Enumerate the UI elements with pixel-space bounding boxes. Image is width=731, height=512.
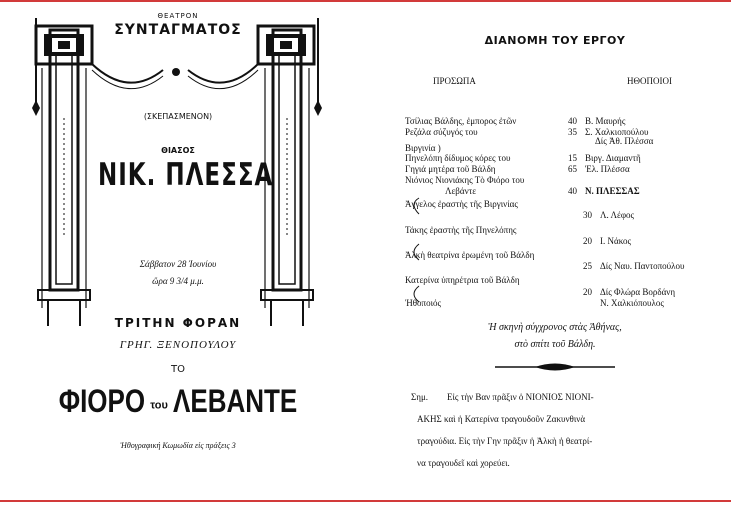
role: Ρεζάλα σύζυγός του bbox=[405, 127, 478, 137]
cast-row-age: 20 bbox=[583, 287, 592, 297]
actors-column-header: ΗΘΟΠΟΙΟΙ bbox=[627, 76, 672, 86]
cast-row-actor: Ἑλ. Πλέσσα bbox=[585, 164, 630, 174]
cast-row-actor: Δίς Ἀθ. Πλέσσα bbox=[595, 136, 654, 146]
cast-row bbox=[405, 143, 441, 153]
troupe-label: ΘΙΑΣΟΣ bbox=[161, 146, 195, 155]
cast-row-age: 15 bbox=[568, 153, 577, 163]
cast-heading: ΔΙΑΝΟΜΗ ΤΟΥ ΕΡΓΟΥ bbox=[484, 34, 626, 47]
scene-note-line-1: Ἡ σκηνὴ σύγχρονος στὰς Ἀθήνας, bbox=[488, 322, 622, 333]
cast-row-actor: Δίς Φλώρα Βορδάνη bbox=[600, 287, 676, 297]
remark-line-3: τραγούδια. Εἰς τὴν Γην πρᾶξιν ἡ Ἀλκὴ ἡ θεατρί- bbox=[417, 436, 593, 446]
divider-ornament bbox=[495, 362, 615, 372]
remark-line-4: να τραγουδεῖ καὶ χορεύει. bbox=[417, 458, 510, 468]
theatre-name: ΣΥΝΤΑΓΜΑΤΟΣ bbox=[114, 22, 242, 38]
covered-label: (ΣΚΕΠΑΣΜΕΝΟΝ) bbox=[143, 112, 213, 121]
cast-table bbox=[405, 116, 705, 326]
role: Γηγιά μητέρα τοῦ Βάλδη bbox=[405, 164, 496, 174]
theatre-small-label: ΘΕΑΤΡΟΝ bbox=[157, 12, 199, 20]
cast-row-age: 25 bbox=[583, 261, 592, 271]
cast-row-actor: Σ. Χαλκιοπούλου bbox=[585, 127, 649, 137]
cast-row bbox=[445, 186, 476, 196]
cast-row-actor: Λ. Λέφος bbox=[600, 210, 635, 220]
remark-label: Σημ. bbox=[411, 392, 429, 402]
role: Ἠθοποιός bbox=[405, 298, 442, 308]
cast-row-age: 35 bbox=[568, 127, 577, 137]
cast-row-actor: Βιργ. Διαμαντῆ bbox=[585, 153, 641, 163]
play-article: ΤΟ bbox=[171, 364, 185, 375]
role: Ἀλκὴ θεατρίνα ἐρωμένη τοῦ Βάλδη bbox=[405, 250, 535, 260]
cast-row-actor: Ν. Χαλκιόπουλος bbox=[600, 298, 664, 308]
role: Λεβάντε bbox=[445, 186, 477, 196]
cast-row-age: 30 bbox=[583, 210, 592, 220]
author-name: ΓΡΗΓ. ΞΕΝΟΠΟΥΛΟΥ bbox=[119, 339, 237, 351]
role: Νιόνιος Νιονιάκης Τὸ Φιόρο του bbox=[405, 175, 525, 185]
cast-row-age: 40 bbox=[568, 186, 577, 196]
cast-row-actor: Β. Μαυρής bbox=[585, 116, 626, 126]
cast-row bbox=[405, 127, 478, 137]
time-line: ὥρα 9 3/4 μ.μ. bbox=[152, 276, 204, 286]
role: Τάκης ἐραστὴς τῆς Πηνελόπης bbox=[405, 225, 517, 235]
remark-line-1: Εἰς τὴν Βαν πρᾶξιν ὁ ΝΙΟΝΙΟΣ ΝΙΟΝΙ- bbox=[447, 392, 594, 402]
cast-row bbox=[405, 153, 510, 163]
cast-row-age: 20 bbox=[583, 236, 592, 246]
role: Κατερίνα ὑπηρέτρια τοῦ Βάλδη bbox=[405, 275, 520, 285]
role: Τσίλιας Βάλδης, ἐμπορος ἐτῶν bbox=[405, 116, 517, 126]
play-title bbox=[28, 382, 328, 420]
role: Βιργινία ) bbox=[405, 143, 441, 153]
bottom-rule bbox=[0, 500, 731, 502]
cast-row bbox=[405, 175, 524, 185]
cast-row-actor: Δίς Ναυ. Παντοπούλου bbox=[600, 261, 685, 271]
top-rule bbox=[0, 0, 731, 2]
poster-panel bbox=[28, 8, 333, 493]
cast-row bbox=[405, 164, 496, 174]
cast-panel bbox=[405, 8, 705, 493]
cast-row-actor: Ι. Νάκος bbox=[600, 236, 632, 246]
scene-note-line-2: στὸ σπίτι τοῦ Βάλδη. bbox=[514, 339, 596, 350]
third-time-label: ΤΡΙΤΗΝ ΦΟΡΑΝ bbox=[114, 316, 242, 330]
cast-row bbox=[405, 116, 516, 126]
date-line: Σάββατον 28 Ἰουνίου bbox=[139, 259, 217, 269]
bracket-ornament bbox=[405, 194, 425, 314]
remark-line-2: ΑΚΗΣ καὶ ἡ Κατερίνα τραγουδοῦν Ζακυνθινὰ bbox=[417, 414, 586, 424]
play-title-small: του bbox=[150, 399, 168, 412]
cast-row-age: 65 bbox=[568, 164, 577, 174]
troupe-name: ΝΙΚ. ΠΛΕΣΣΑ bbox=[98, 158, 274, 194]
cast-row-age: 40 bbox=[568, 116, 577, 126]
role: Πηνελόπη δίδυμος κόρες του bbox=[405, 153, 511, 163]
role: Ἀγγελος ἐραστὴς τῆς Βιργινίας bbox=[405, 199, 518, 209]
genre-line: Ἠθογραφική Κωμωδία εἰς πράξεις 3 bbox=[120, 441, 236, 450]
play-title-part-b: ΛΕΒΑΝΤΕ bbox=[173, 382, 298, 420]
cast-row-actor: Ν. ΠΛΕΣΣΑΣ bbox=[585, 186, 640, 196]
play-title-part-a: ΦΙΟΡΟ bbox=[58, 382, 146, 420]
roles-column-header: ΠΡΟΣΩΠΑ bbox=[433, 76, 476, 86]
